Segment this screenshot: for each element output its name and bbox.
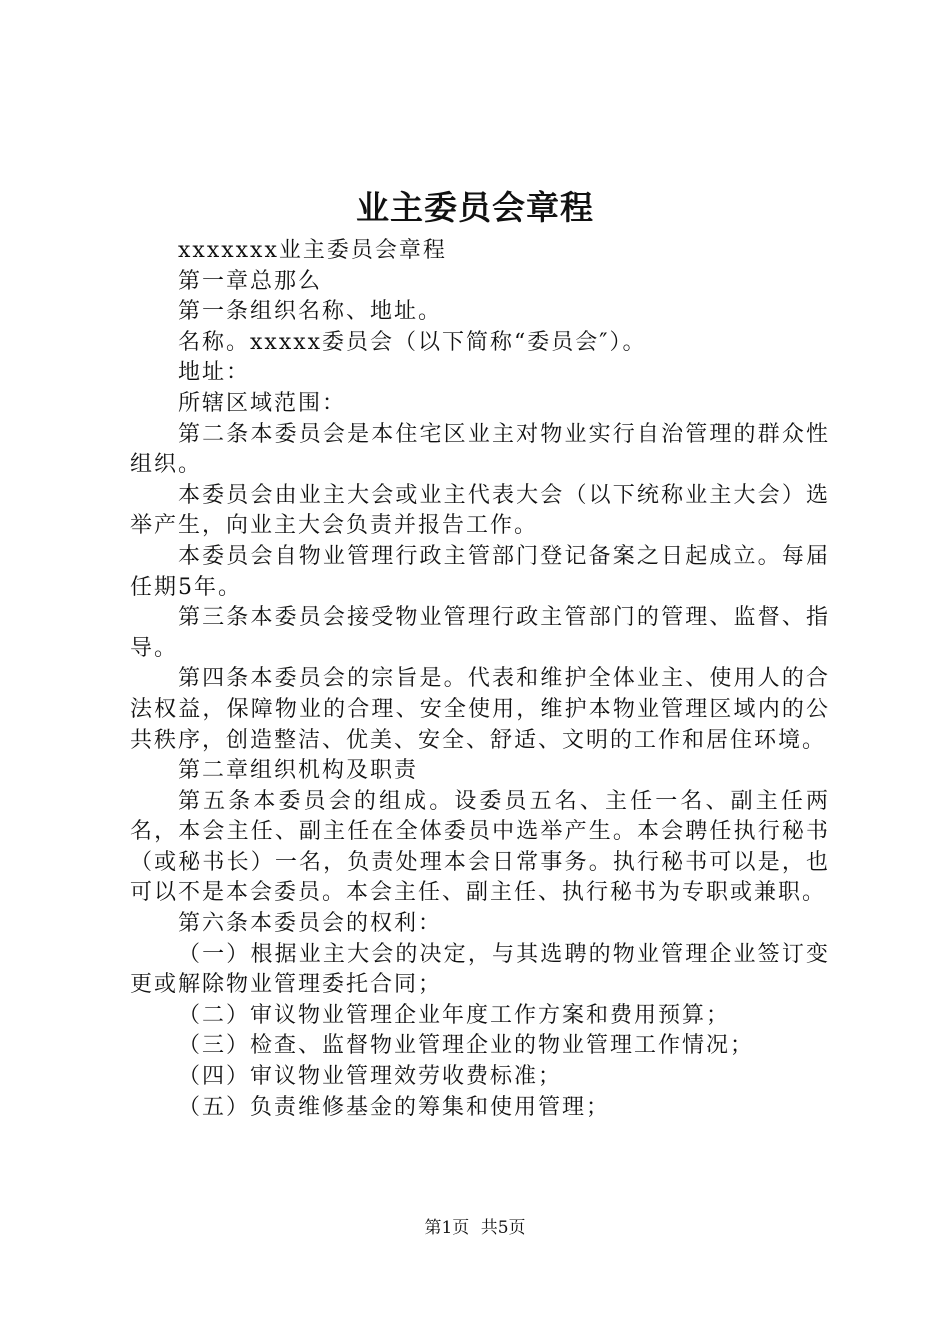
paragraph: 名称。xxxxx委员会（以下简称“委员会″）。 (178, 329, 647, 355)
page-total: 共5页 (480, 1218, 526, 1238)
paragraph: 本委员会由业主大会或业主代表大会（以下统称业主大会）选举产生，向业主大会负责并报告工作。 (130, 482, 830, 539)
document-title: 业主委员会章程 (356, 188, 594, 227)
list-item: （四）审议物业管理效劳收费标准； (178, 1064, 563, 1090)
list-item: （二）审议物业管理企业年度工作方案和费用预算； (178, 1002, 731, 1028)
list-item: （五）负责维修基金的筹集和使用管理； (178, 1094, 611, 1120)
paragraph: 第二条本委员会是本住宅区业主对物业实行自治管理的群众性组织。 (130, 421, 830, 478)
paragraph: 所辖区域范围： (178, 390, 347, 416)
document-body (130, 236, 830, 1123)
list-item: （一）根据业主大会的决定，与其选聘的物业管理企业签订变更或解除物业管理委托合同； (130, 941, 830, 998)
paragraph: 第四条本委员会的宗旨是。代表和维护全体业主、使用人的合法权益，保障物业的合理、安全使用，维护本物业管理区域内的公共秩序，创造整洁、优美、安全、舒适、文明的工作和居住环境。 (130, 666, 830, 753)
chapter-heading: 第一章总那么 (178, 268, 323, 294)
paragraph: 第三条本委员会接受物业管理行政主管部门的管理、监督、指导。 (130, 605, 830, 661)
paragraph: 本委员会自物业管理行政主管部门登记备案之日起成立。每届任期5年。 (130, 543, 830, 600)
paragraph: 第五条本委员会的组成。设委员五名、主任一名、副主任两名，本会主任、副主任在全体委员中选举产生。本会聘任执行秘书（或秘书长）一名，负责处理本会日常事务。执行秘书可以是，也可以不是本会委员。本会主任、副主任、执行秘书为专职或兼职。 (130, 788, 830, 906)
paragraph: xxxxxxx业主委员会章程 (178, 238, 447, 263)
chapter-heading: 第二章组织机构及职责 (178, 758, 419, 784)
list-item: （三）检查、监督物业管理企业的物业管理工作情况； (178, 1033, 755, 1059)
page-number: 第1页 (424, 1218, 470, 1238)
paragraph: 地址： (178, 360, 251, 386)
paragraph: 第六条本委员会的权利： (178, 911, 443, 937)
paragraph: 第一条组织名称、地址。 (178, 299, 443, 325)
page-footer (0, 1216, 950, 1240)
